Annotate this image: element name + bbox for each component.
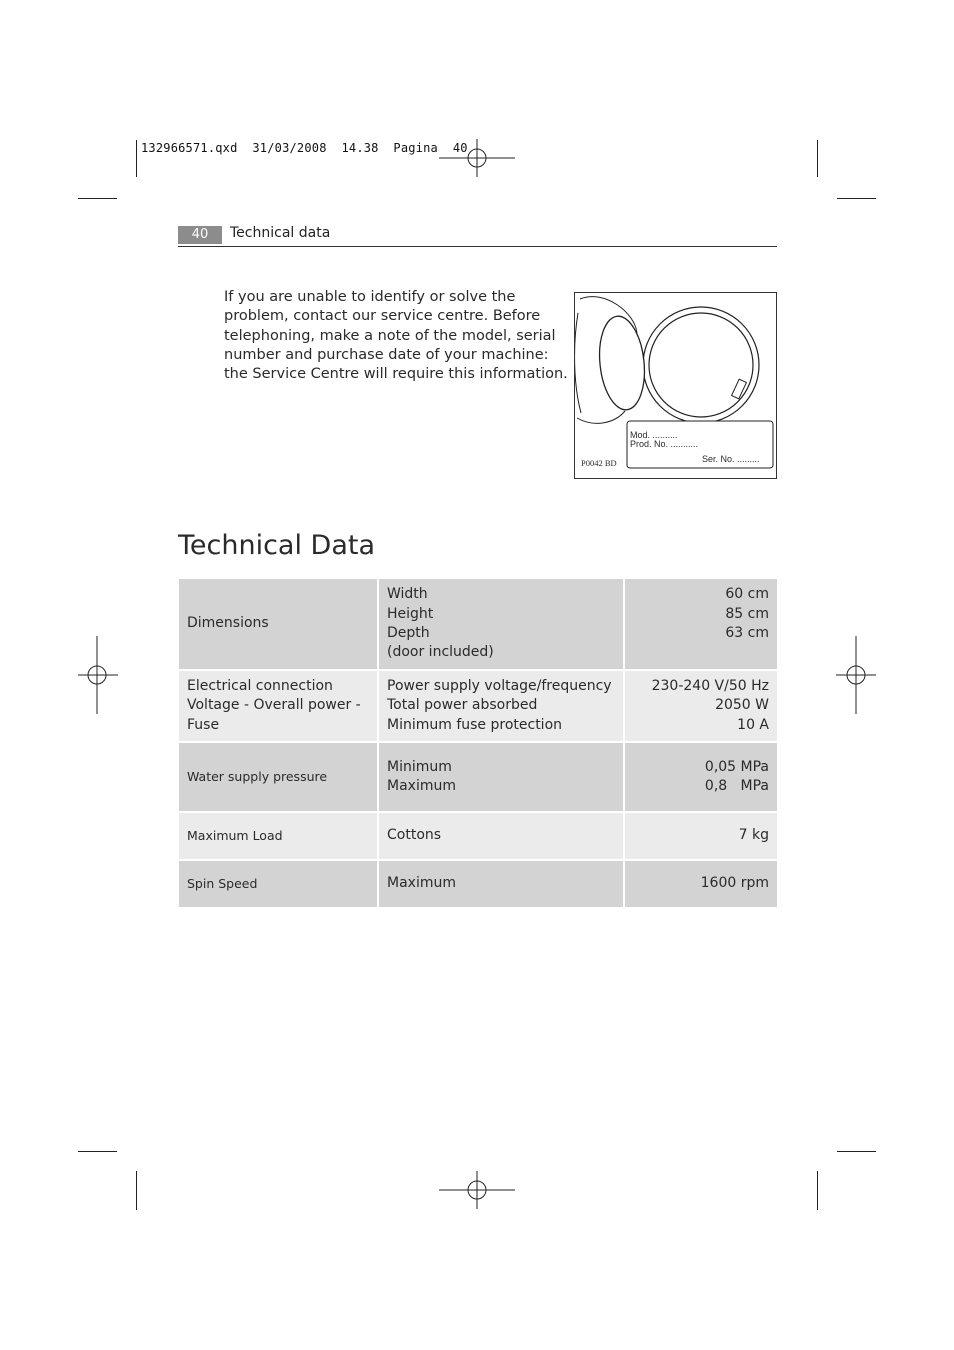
row-values bbox=[624, 578, 778, 670]
row-category: Dimensions bbox=[178, 578, 378, 670]
crop-mark bbox=[136, 1171, 137, 1210]
row-item: Maximum bbox=[387, 778, 456, 794]
row-items bbox=[378, 578, 624, 670]
row-items bbox=[378, 812, 624, 860]
crop-mark bbox=[837, 1151, 876, 1152]
row-value: 7 kg bbox=[738, 827, 769, 844]
table-row-water-pressure bbox=[178, 742, 778, 812]
label-prod-no: Prod. No. ........... bbox=[630, 439, 699, 449]
row-item: Cottons bbox=[387, 827, 442, 844]
label-mod: Mod. .......... bbox=[630, 430, 678, 440]
technical-data-table bbox=[177, 577, 779, 909]
table-row-dimensions bbox=[178, 578, 778, 670]
crop-mark bbox=[837, 198, 876, 199]
label-ser-no: Ser. No. ......... bbox=[702, 454, 760, 464]
registration-mark-left bbox=[77, 635, 119, 715]
row-item: Minimum fuse protection bbox=[387, 716, 563, 733]
crop-mark bbox=[817, 140, 818, 177]
row-value: 63 cm bbox=[725, 625, 769, 641]
row-item: Depth bbox=[387, 625, 430, 641]
row-items bbox=[378, 670, 624, 742]
row-items bbox=[378, 742, 624, 812]
row-value: 230-240 V/50 Hz bbox=[651, 678, 769, 695]
row-item: Height bbox=[387, 605, 434, 622]
crop-mark bbox=[78, 1151, 117, 1152]
row-value: 85 cm bbox=[725, 605, 769, 622]
washing-machine-drawing bbox=[575, 293, 776, 478]
registration-mark-right bbox=[835, 635, 877, 715]
intro-paragraph: If you are unable to identify or solve the problem, contact our service centre. Before telephoning, make a note of the model, serial number and purchase date of your machine: the Service Centre will require this information. bbox=[224, 289, 568, 383]
table-row-maximum-load bbox=[178, 812, 778, 860]
table-row-spin-speed bbox=[178, 860, 778, 908]
rating-plate-illustration bbox=[574, 292, 777, 479]
row-value: 0,8 MPa bbox=[704, 778, 769, 794]
registration-mark-bottom bbox=[437, 1170, 517, 1210]
row-item: Total power absorbed bbox=[387, 697, 538, 714]
crop-mark bbox=[78, 198, 117, 199]
print-slug-line: 132966571.qxd 31/03/2008 14.38 Pagina 40 bbox=[141, 141, 468, 155]
crop-mark bbox=[817, 1171, 818, 1210]
row-values bbox=[624, 742, 778, 812]
row-value: 60 cm bbox=[725, 586, 769, 603]
crop-mark bbox=[136, 140, 137, 177]
row-item: (door included) bbox=[387, 644, 494, 661]
row-item: Power supply voltage/frequency bbox=[387, 678, 612, 695]
row-value: 2050 W bbox=[715, 697, 769, 714]
row-item: Maximum bbox=[387, 875, 456, 892]
page-title: Technical Data bbox=[178, 530, 376, 561]
row-item: Minimum bbox=[387, 758, 452, 775]
row-category: Spin Speed bbox=[178, 860, 378, 908]
row-values bbox=[624, 812, 778, 860]
header-rule bbox=[178, 246, 777, 247]
row-value: 0,05 MPa bbox=[704, 758, 769, 775]
row-category: Maximum Load bbox=[178, 812, 378, 860]
row-value: 10 A bbox=[737, 716, 769, 733]
row-values bbox=[624, 860, 778, 908]
section-label: Technical data bbox=[230, 225, 331, 241]
row-value bbox=[633, 643, 769, 662]
table-row-electrical bbox=[178, 670, 778, 742]
figure-code: P0042 BD bbox=[581, 458, 617, 468]
row-items bbox=[378, 860, 624, 908]
row-value: 1600 rpm bbox=[700, 875, 769, 892]
row-item: Width bbox=[387, 586, 428, 603]
page-number: 40 bbox=[178, 226, 222, 244]
row-category: Water supply pressure bbox=[178, 742, 378, 812]
row-values bbox=[624, 670, 778, 742]
row-category: Electrical connection Voltage - Overall power - Fuse bbox=[178, 670, 378, 742]
